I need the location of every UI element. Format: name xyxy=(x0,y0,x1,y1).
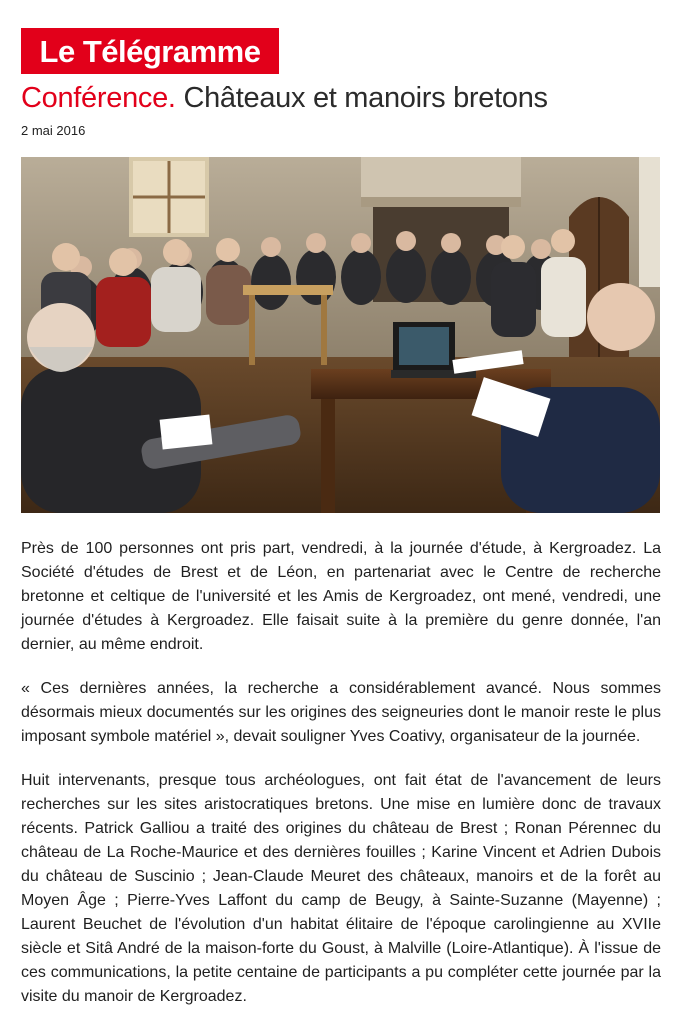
article-date: 2 mai 2016 xyxy=(21,123,86,138)
headline-title: Châteaux et manoirs bretons xyxy=(183,82,548,114)
article-photo xyxy=(21,157,660,513)
newspaper-logo[interactable] xyxy=(21,28,279,74)
article-paragraph-2: « Ces dernières années, la recherche a considérablement avancé. Nous sommes désormais mieux documentés sur les origines des seigneuries dont le manoir reste le plus imposant symbole matériel », devait souligner Yves Coativy, organisateur de la journée. xyxy=(21,680,661,745)
headline-kicker: Conférence. xyxy=(21,82,176,114)
conference-photo-illustration xyxy=(21,157,660,513)
article-body xyxy=(21,537,661,1029)
article-paragraph-3: Huit intervenants, presque tous archéologues, ont fait état de l'avancement de leurs recherches sur les sites aristocratiques bretons. Une mise en lumière donc de travaux récents. Patrick Galliou a traité des origines du château de Brest ; Ronan Pérennec du château de La Roche-Maurice et des dernières fouilles ; Karine Vincent et Adrien Dubois du château de Suscinio ; Jean-Claude Meuret des châteaux, manoirs et de la forêt au Moyen Âge ; Pierre-Yves Laffont du camp de Beugy, à Sainte-Suzanne (Mayenne) ; Laurent Beuchet de l'évolution d'un habitat élitaire de l'époque carolingienne au XVIIe siècle et Sitâ André de la maison-forte du Goust, à Malville (Loire-Atlantique). À l'issue de ces communications, la petite centaine de participants a pu compléter cette journée par la visite du manoir de Kergroadez. xyxy=(21,772,661,1005)
article-paragraph-1: Près de 100 personnes ont pris part, vendredi, à la journée d'étude, à Kergroadez. La Société d'études de Brest et de Léon, en partenariat avec le Centre de recherche bretonne et celtique de l'université et les Amis de Kergroadez, ont mené, vendredi, une journée d'études à Kergroadez. Elle faisait suite à la première du genre donnée, l'an dernier, au même endroit. xyxy=(21,540,661,653)
logo-text: Le Télégramme xyxy=(39,33,261,69)
article-headline xyxy=(21,80,548,116)
